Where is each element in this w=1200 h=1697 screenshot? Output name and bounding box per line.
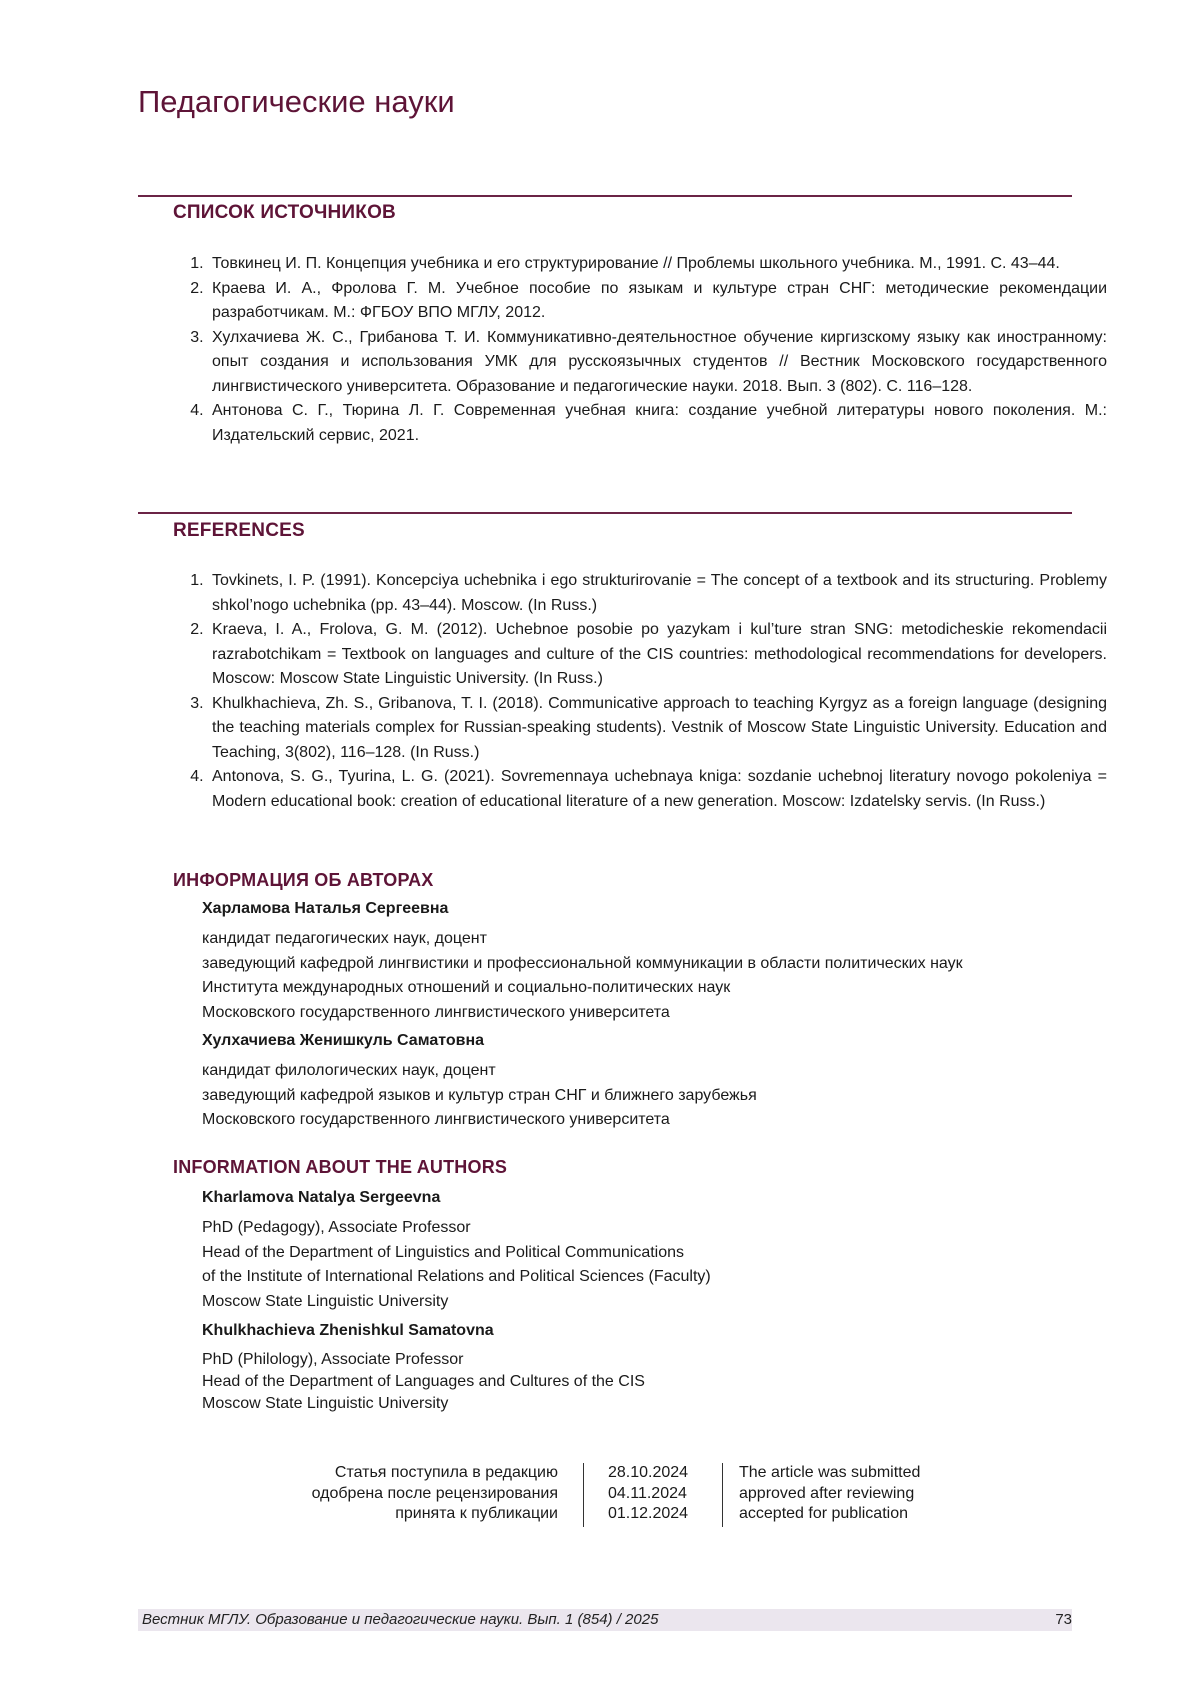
authors-en-heading: INFORMATION ABOUT THE AUTHORS [173,1157,508,1177]
sources-ru-list [173,252,1107,448]
list-item: 2. Kraeva, I. A., Frolova, G. M. (2012). Uchebnoe posobie po yazykam i kul’ture stran SNG: metodicheskie rekomendacii razrabotchikam = Textbook on languages and culture of the CIS countries: methodological recommendations for developers. Moscow: Moscow State Linguistic University. (In Russ.) [208,618,1107,692]
label-approved-ru: одобрена после рецензирования [311,1484,558,1502]
list-item: 4. Antonova, S. G., Tyurina, L. G. (2021). Sovremennaya uchebnaya kniga: sozdanie uchebnoj literatury novogo pokoleniya = Modern educational book: creation of educational literature of a new generation. Moscow: Izdatelsky servis. (In Russ.) [208,765,1107,814]
author-name: Хулхачиева Женишкуль Саматовна [202,1032,485,1049]
author-ru-2 [202,1031,757,1133]
list-item: 3. Хулхачиева Ж. С., Грибанова Т. И. Коммуникативно-деятельностное обучение киргизскому языку как иностранному: опыт создания и использования УМК для русскоязычных студентов // Вестник Московского государственного лингвистического университета. Образование и педагогические науки. 2018. Вып. 3 (802). С. 116–128. [208,326,1107,400]
author-institute: of the Institute of International Relations and Political Sciences (Faculty) [202,1268,711,1285]
sources-ru-heading: СПИСОК ИСТОЧНИКОВ [173,202,396,223]
page-number: 73 [1055,1611,1072,1628]
author-name: Khulkhachieva Zhenishkul Samatovna [202,1322,494,1339]
author-degree: кандидат филологических наук, доцент [202,1062,496,1079]
author-degree: PhD (Pedagogy), Associate Professor [202,1219,471,1236]
label-accepted-ru: принята к публикации [395,1505,558,1522]
authors-ru-heading: ИНФОРМАЦИЯ ОБ АВТОРАХ [173,870,434,890]
author-degree: PhD (Philology), Associate Professor [202,1351,464,1368]
list-item: 3. Khulkhachieva, Zh. S., Gribanova, T. I. (2018). Communicative approach to teaching Kyrgyz as a foreign language (designing the teaching materials complex for Russian-speaking students). Vestnik of Moscow State Linguistic University. Education and Teaching, 3(802), 116–128. (In Russ.) [208,692,1107,766]
date-accepted: 01.12.2024 [608,1505,689,1522]
dates-labels-ru [312,1463,558,1525]
section-divider [138,195,1072,197]
list-item: 2. Краева И. А., Фролова Г. М. Учебное пособие по языкам и культуре стран СНГ: методические рекомендации разработчикам. М.: ФГБОУ ВПО МГЛУ, 2012. [208,277,1107,326]
date-submitted: 28.10.2024 [608,1464,689,1481]
author-degree: кандидат педагогических наук, доцент [202,930,487,947]
author-en-2 [202,1321,645,1415]
label-approved-en: approved after reviewing [739,1484,915,1502]
section-divider [138,512,1072,514]
label-submitted-ru: Статья поступила в редакцию [334,1464,558,1481]
label-submitted-en: The article was submitted [739,1464,921,1481]
footer-journal-title: Вестник МГЛУ. Образование и педагогические науки. Вып. 1 (854) / 2025 [142,1611,659,1628]
author-university: Moscow State Linguistic University [202,1395,449,1412]
dates-labels-en [739,1463,920,1525]
author-name: Kharlamova Natalya Sergeevna [202,1189,441,1206]
references-en-heading: REFERENCES [173,520,305,541]
author-position: заведующий кафедрой лингвистики и профессиональной коммуникации в области политических наук [202,954,963,972]
references-en-list [173,569,1107,814]
author-university: Московского государственного лингвистического университета [202,1003,670,1021]
author-en-1 [202,1188,711,1314]
author-institute: Института международных отношений и социально-политических наук [202,979,731,996]
date-approved: 04.11.2024 [608,1484,687,1502]
list-item: 1. Tovkinets, I. P. (1991). Koncepciya uchebnika i ego strukturirovanie = The concept of a textbook and its structuring. Problemy shkol’nogo uchebnika (pp. 43–44). Moscow. (In Russ.) [208,569,1107,618]
dates-values [608,1463,688,1525]
column-divider [722,1463,723,1527]
author-university: Московского государственного лингвистического университета [202,1111,670,1128]
list-item: 4. Антонова С. Г., Тюрина Л. Г. Современная учебная книга: создание учебной литературы нового поколения. М.: Издательский сервис, 2021. [208,399,1107,448]
label-accepted-en: accepted for publication [739,1505,908,1522]
page-title: Педагогические науки [138,84,455,119]
column-divider [583,1463,584,1527]
author-position: заведующий кафедрой языков и культур стран СНГ и ближнего зарубежья [202,1086,757,1104]
author-university: Moscow State Linguistic University [202,1292,449,1310]
author-ru-1 [202,899,963,1025]
list-item: 1. Товкинец И. П. Концепция учебника и его структурирование // Проблемы школьного учебника. М., 1991. С. 43–44. [208,252,1107,277]
author-name: Харламова Наталья Сергеевна [202,900,449,917]
author-position: Head of the Department of Languages and Cultures of the CIS [202,1373,645,1390]
author-position: Head of the Department of Linguistics and Political Communications [202,1243,685,1261]
